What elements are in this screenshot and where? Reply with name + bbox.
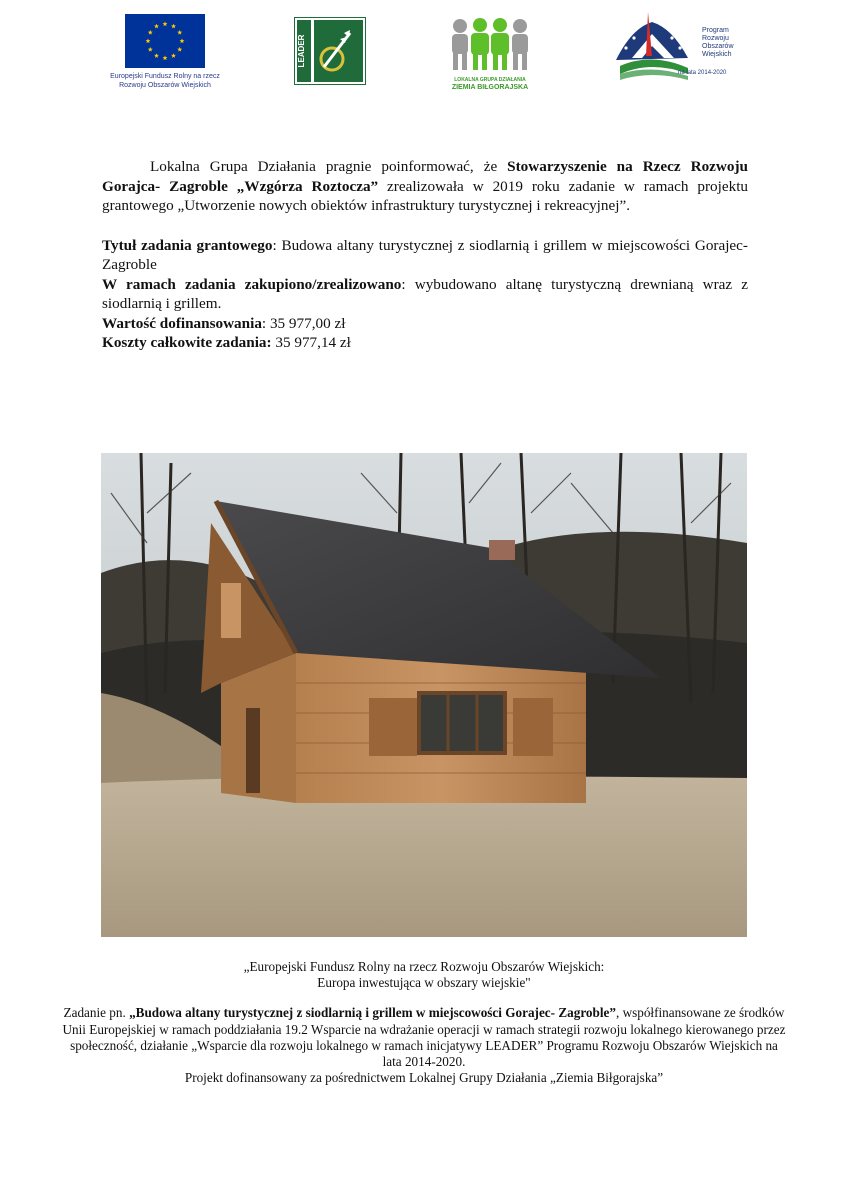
task-title-value: : Budowa altany turystycznej z siodlarnią i grillem w miejscowości Gorajec- Zagroble (102, 236, 748, 273)
fund-motto (60, 959, 788, 991)
eu-caption-line2: Rozwoju Obszarów Wiejskich (119, 82, 211, 89)
cofinancing-description (60, 1005, 788, 1086)
total-cost-label: Koszty całkowite zadania: (102, 334, 272, 351)
intro-part2: zrealizowała w 2019 roku zadanie w ramach projektu grantowego „Utworzenie nowych obiektów infrastruktury turystycznej i rekreacyjnej”. (102, 177, 749, 214)
prow-line4: Wiejskich (702, 51, 732, 58)
task-title-label: Tytuł zadania grantowego (102, 236, 273, 254)
people-group-icon (440, 16, 540, 72)
prow-line3: Obszarów (702, 43, 734, 50)
wooden-gazebo-photo (101, 453, 747, 937)
task-title-row (102, 236, 748, 275)
desc-rest: , współfinansowane ze środków Unii Europejskiej w ramach poddziałania 19.2 Wsparcie na wdrażanie operacji w ramach strategii rozwoju lokalnego kierowanego przez społeczność, działanie „Wsparcie dla rozwoju lokalnego w ramach inicjatywy LEADER” Programu Rozwoju Obszarów Wiejskich na lata 2014-2020. (62, 1005, 786, 1070)
prow-logo-icon (612, 8, 742, 88)
lgd-logo (440, 16, 540, 91)
desc-last: Projekt dofinansowany za pośrednictwem Lokalnej Grupy Działania „Ziemia Biłgorajska” (184, 1070, 664, 1086)
desc-prefix: Zadanie pn. (63, 1005, 130, 1021)
footer-note (60, 959, 788, 1086)
eu-logo (100, 14, 230, 90)
leader-text: LEADER (297, 34, 306, 68)
task-details (102, 236, 748, 353)
lgd-caption-line1: LOKALNA GRUPA DZIAŁANIA (454, 77, 526, 83)
prow-logo (612, 8, 742, 88)
task-scope-value: : wybudowano altanę turystyczną drewnianą wraz z siodlarnią i grillem. (102, 275, 749, 312)
leader-logo (294, 17, 366, 85)
funding-label: Wartość dofinansowania (102, 314, 262, 332)
prow-period: na lata 2014-2020 (678, 70, 727, 76)
total-cost-row (102, 333, 748, 353)
eu-flag-icon (125, 14, 205, 68)
task-scope-row (102, 275, 748, 314)
announcement-text (102, 157, 748, 353)
eu-caption-line1: Europejski Fundusz Rolny na rzecz (110, 73, 220, 80)
intro-part1: Lokalna Grupa Działania pragnie poinformować, że (150, 158, 508, 175)
intro-paragraph (102, 157, 748, 216)
task-scope-label: W ramach zadania zakupiono/zrealizowano (102, 275, 402, 293)
total-cost-value: 35 977,14 zł (271, 334, 351, 351)
association-name: Stowarzyszenie na Rzecz Rozwoju Gorajca- Zagroble „Wzgórza Roztocza” (102, 158, 748, 195)
logo-bar (0, 0, 848, 120)
desc-task-name: „Budowa altany turystycznej z siodlarnią i grillem w miejscowości Gorajec- Zagroble” (129, 1005, 616, 1021)
motto-line1: „Europejski Fundusz Rolny na rzecz Rozwoju Obszarów Wiejskich: (243, 959, 605, 974)
prow-line1: Program (702, 27, 729, 34)
leader-logo-icon (294, 17, 366, 85)
funding-value: : 35 977,00 zł (261, 314, 346, 332)
lgd-caption-line2: ZIEMIA BIŁGORAJSKA (451, 84, 529, 91)
motto-line2: Europa inwestująca w obszary wiejskie" (317, 975, 531, 991)
funding-row (102, 314, 748, 334)
prow-line2: Rozwoju (702, 35, 729, 42)
